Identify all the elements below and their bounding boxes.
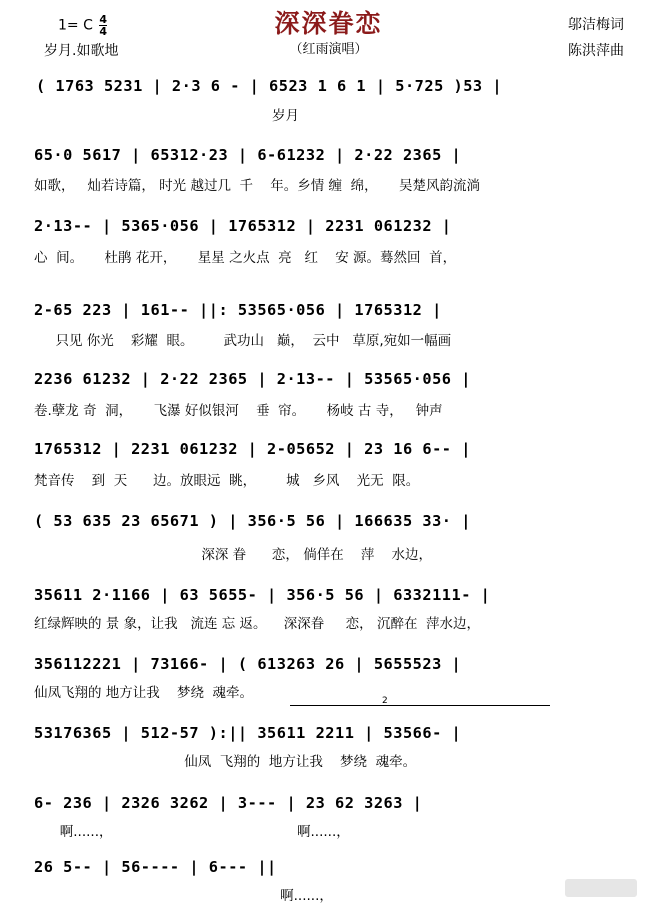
- score-line-4-lyric: 只见 你光 彩耀 眼。 武功山 巅， 云中 草原,宛如一幅画: [34, 333, 452, 349]
- score-line-12-notes: 26 5-- | 56---- | 6--- ||: [34, 858, 277, 876]
- score-line-1-notes: ( 1763 5231 | 2·3 6 - | 6523 1 6 1 | 5·725 )53 |: [36, 77, 503, 95]
- lyricist: 邬洁梅词: [568, 17, 624, 33]
- score-line-10-lyric: 仙凤 飞翔的 地方让我 梦绕 魂牵。: [34, 754, 417, 770]
- composer: 陈洪萍曲: [568, 43, 624, 59]
- singer-note: （红雨演唱）: [289, 42, 368, 57]
- score-line-5-lyric: 卷.孽龙 奇 洞， 飞瀑 好似银河 垂 帘。 杨岐 古 寺， 钟声: [34, 403, 443, 419]
- key-label: 1= C: [58, 17, 93, 34]
- score-line-5-notes: 2236 61232 | 2·22 2365 | 2·13-- | 53565·056 |: [34, 370, 471, 388]
- watermark-logo: [565, 879, 637, 897]
- score-line-12-lyric: 啊......，: [190, 888, 333, 904]
- score-line-1-lyric: 岁月: [36, 108, 300, 124]
- score-line-11-notes: 6- 236 | 2326 3262 | 3--- | 23 62 3263 |: [34, 794, 423, 812]
- score-line-7-lyric: 深深 眷 恋， 倘佯在 萍 水边，: [34, 547, 433, 563]
- score-line-4-notes: 2-65 223 | 161-- ||: 53565·056 | 1765312 |: [34, 301, 442, 319]
- score-line-9-notes: 356112221 | 73166- | ( 613263 26 | 5655523 |: [34, 655, 462, 673]
- time-sig-bottom: 4: [99, 25, 107, 38]
- score-line-3-lyric: 心 间。 杜鹃 花开， 星星 之火点 亮 红 安 源。蓦然回 首，: [34, 250, 457, 266]
- score-line-11-lyric: 啊......， 啊......，: [34, 824, 350, 840]
- time-signature: [99, 14, 107, 37]
- key-signature: [58, 14, 107, 37]
- volta-bracket: [290, 705, 550, 712]
- score-line-8-lyric: 红绿辉映的 景 象，让我 流连 忘 返。 深深眷 恋， 沉醉在 萍水边，: [34, 616, 481, 632]
- score-line-9-lyric: 仙凤飞翔的 地方让我 梦绕 魂牵。: [34, 685, 254, 701]
- score-line-2-lyric: 如歌， 灿若诗篇， 时光 越过几 千 年。乡情 缠 绵， 吴楚风韵流淌: [34, 178, 481, 194]
- tempo-mood: 岁月.如歌地: [44, 43, 119, 59]
- song-title: 深深眷恋: [274, 9, 383, 38]
- score-line-8-notes: 35611 2·1166 | 63 5655- | 356·5 56 | 6332111- |: [34, 586, 491, 604]
- score-line-6-notes: 1765312 | 2231 061232 | 2-05652 | 23 16 6-- |: [34, 440, 471, 458]
- score-line-6-lyric: 梵音传 到 天 边。放眼远 眺， 城 乡风 光无 限。: [34, 473, 420, 489]
- score-line-2-notes: 65·0 5617 | 65312·23 | 6-61232 | 2·22 2365 |: [34, 146, 462, 164]
- score-line-7-notes: ( 53 635 23 65671 ) | 356·5 56 | 166635 33· |: [34, 512, 471, 530]
- volta-number: 2: [382, 696, 388, 706]
- time-sig-top: 4: [99, 13, 107, 26]
- score-line-3-notes: 2·13-- | 5365·056 | 1765312 | 2231 061232 |: [34, 217, 452, 235]
- score-line-10-notes: 53176365 | 512-57 ):|| 35611 2211 | 53566- |: [34, 724, 462, 742]
